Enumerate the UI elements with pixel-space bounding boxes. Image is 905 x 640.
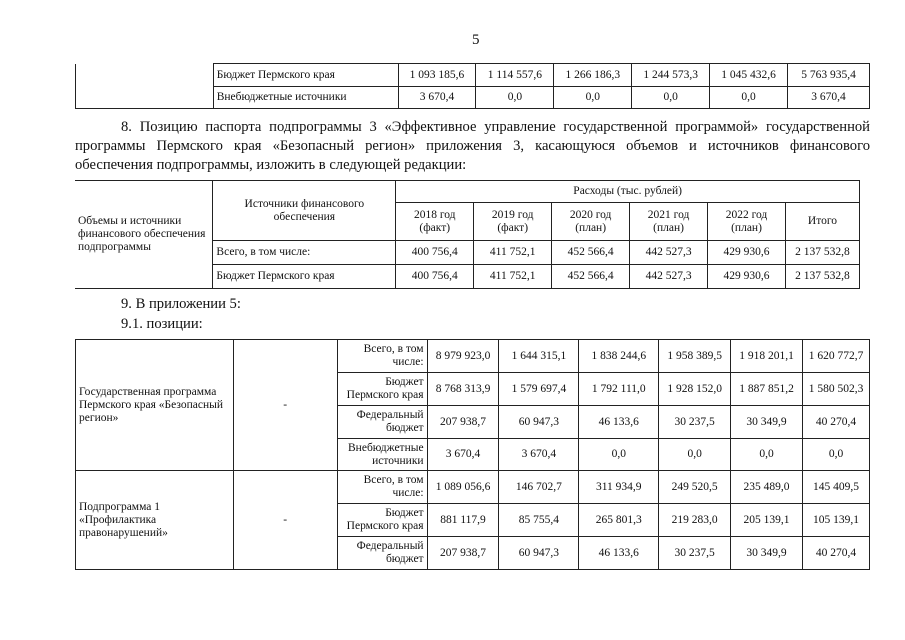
- cell-value: 442 527,3: [630, 265, 708, 289]
- cell-value: 0,0: [579, 439, 659, 471]
- cell-value: 46 133,6: [579, 406, 659, 439]
- cell-value: 400 756,4: [396, 241, 474, 265]
- cell-value: 1 580 502,3: [803, 373, 870, 406]
- cell-value: 442 527,3: [630, 241, 708, 265]
- cell-value: 3 670,4: [427, 439, 499, 471]
- row-label: Бюджет Пермского края: [213, 265, 396, 289]
- cell-value: 0,0: [554, 87, 632, 109]
- row-label: Бюджет Пермского края: [337, 504, 427, 537]
- cell-value: 265 801,3: [579, 504, 659, 537]
- cell-value: 429 930,6: [708, 265, 786, 289]
- cell-value: 452 566,4: [552, 265, 630, 289]
- cell-value: 1 045 432,6: [710, 64, 788, 87]
- row-label: Всего, в том числе:: [337, 340, 427, 373]
- row-label: Бюджет Пермского края: [213, 64, 398, 87]
- cell-value: 235 489,0: [731, 471, 803, 504]
- cell-value: 40 270,4: [803, 406, 870, 439]
- cell-value: 1 620 772,7: [803, 340, 870, 373]
- paragraph-8: [75, 118, 870, 175]
- row-label: Внебюджетные источники: [337, 439, 427, 471]
- paragraph-9-1: 9.1. позиции:: [121, 316, 203, 332]
- cell-value: 881 117,9: [427, 504, 499, 537]
- cell-value: 0,0: [476, 87, 554, 109]
- cell-value: 0,0: [710, 87, 788, 109]
- year-header: 2020 год (план): [552, 203, 630, 241]
- paragraph-line: программы Пермского края «Безопасный регион» приложения 3, касающуюся объемов и источников финансового: [75, 138, 870, 154]
- table-financing-subprogram-3: [75, 180, 860, 289]
- cell-value: 40 270,4: [803, 537, 870, 570]
- cell-value: 146 702,7: [499, 471, 579, 504]
- cell-value: 1 928 152,0: [659, 373, 731, 406]
- cell-value: 207 938,7: [427, 537, 499, 570]
- subprogram-name: Подпрограмма 1 «Профилактика правонарушений»: [76, 471, 234, 570]
- table-row: [76, 64, 870, 87]
- cell-value: 1 266 186,3: [554, 64, 632, 87]
- cell-value: 0,0: [731, 439, 803, 471]
- cell-value: 8 979 923,0: [427, 340, 499, 373]
- table-row: [76, 340, 870, 373]
- expenses-header: Расходы (тыс. рублей): [396, 181, 860, 203]
- table-title: Объемы и источники финансового обеспечения подпрограммы: [75, 181, 213, 289]
- cell-value: 85 755,4: [499, 504, 579, 537]
- cell-value: 3 670,4: [499, 439, 579, 471]
- empty-cell: [76, 64, 214, 109]
- page-number: 5: [472, 32, 480, 48]
- cell-value: 0,0: [659, 439, 731, 471]
- year-header: 2021 год (план): [630, 203, 708, 241]
- paragraph-9: 9. В приложении 5:: [121, 296, 241, 312]
- cell-value: 30 237,5: [659, 537, 731, 570]
- year-header: 2018 год (факт): [396, 203, 474, 241]
- cell-value: 0,0: [632, 87, 710, 109]
- cell-value: 1 918 201,1: [731, 340, 803, 373]
- program-name: Государственная программа Пермского края «Безопасный регион»: [76, 340, 234, 471]
- total-header: Итого: [785, 203, 859, 241]
- cell-value: 1 958 389,5: [659, 340, 731, 373]
- year-header: 2022 год (план): [708, 203, 786, 241]
- cell-value: 145 409,5: [803, 471, 870, 504]
- cell-value: 30 237,5: [659, 406, 731, 439]
- cell-value: 60 947,3: [499, 537, 579, 570]
- table-row: [76, 471, 870, 504]
- cell-value: 1 792 111,0: [579, 373, 659, 406]
- cell-value: 207 938,7: [427, 406, 499, 439]
- row-label: Всего, в том числе:: [337, 471, 427, 504]
- cell-value: 400 756,4: [396, 265, 474, 289]
- cell-value: 1 093 185,6: [398, 64, 476, 87]
- cell-value: 30 349,9: [731, 406, 803, 439]
- cell-value: 1 838 244,6: [579, 340, 659, 373]
- cell-value: 30 349,9: [731, 537, 803, 570]
- cell-value: 429 930,6: [708, 241, 786, 265]
- cell-value: 1 114 557,6: [476, 64, 554, 87]
- table-program-positions: [75, 339, 870, 570]
- cell-value: 2 137 532,8: [785, 241, 859, 265]
- cell-value: 205 139,1: [731, 504, 803, 537]
- dash-cell: -: [233, 340, 337, 471]
- cell-value: 5 763 935,4: [788, 64, 870, 87]
- cell-value: 1 644 315,1: [499, 340, 579, 373]
- cell-value: 1 244 573,3: [632, 64, 710, 87]
- sources-header: Источники финансового обеспечения: [213, 181, 396, 241]
- cell-value: 1 887 851,2: [731, 373, 803, 406]
- row-label: Федеральный бюджет: [337, 406, 427, 439]
- row-label: Внебюджетные источники: [213, 87, 398, 109]
- table-row: [75, 181, 860, 203]
- row-label: Федеральный бюджет: [337, 537, 427, 570]
- cell-value: 60 947,3: [499, 406, 579, 439]
- cell-value: 46 133,6: [579, 537, 659, 570]
- dash-cell: -: [233, 471, 337, 570]
- cell-value: 1 579 697,4: [499, 373, 579, 406]
- year-header: 2019 год (факт): [474, 203, 552, 241]
- paragraph-line: обеспечения подпрограммы, изложить в следующей редакции:: [75, 157, 467, 173]
- cell-value: 411 752,1: [474, 265, 552, 289]
- row-label: Всего, в том числе:: [213, 241, 396, 265]
- cell-value: 2 137 532,8: [785, 265, 859, 289]
- cell-value: 452 566,4: [552, 241, 630, 265]
- cell-value: 311 934,9: [579, 471, 659, 504]
- cell-value: 0,0: [803, 439, 870, 471]
- cell-value: 105 139,1: [803, 504, 870, 537]
- paragraph-line: 8. Позицию паспорта подпрограммы 3 «Эффективное управление государственной программой» государственной: [121, 119, 870, 135]
- table-continuation: [75, 63, 870, 109]
- cell-value: 249 520,5: [659, 471, 731, 504]
- cell-value: 411 752,1: [474, 241, 552, 265]
- cell-value: 1 089 056,6: [427, 471, 499, 504]
- cell-value: 219 283,0: [659, 504, 731, 537]
- cell-value: 3 670,4: [398, 87, 476, 109]
- cell-value: 8 768 313,9: [427, 373, 499, 406]
- cell-value: 3 670,4: [788, 87, 870, 109]
- row-label: Бюджет Пермского края: [337, 373, 427, 406]
